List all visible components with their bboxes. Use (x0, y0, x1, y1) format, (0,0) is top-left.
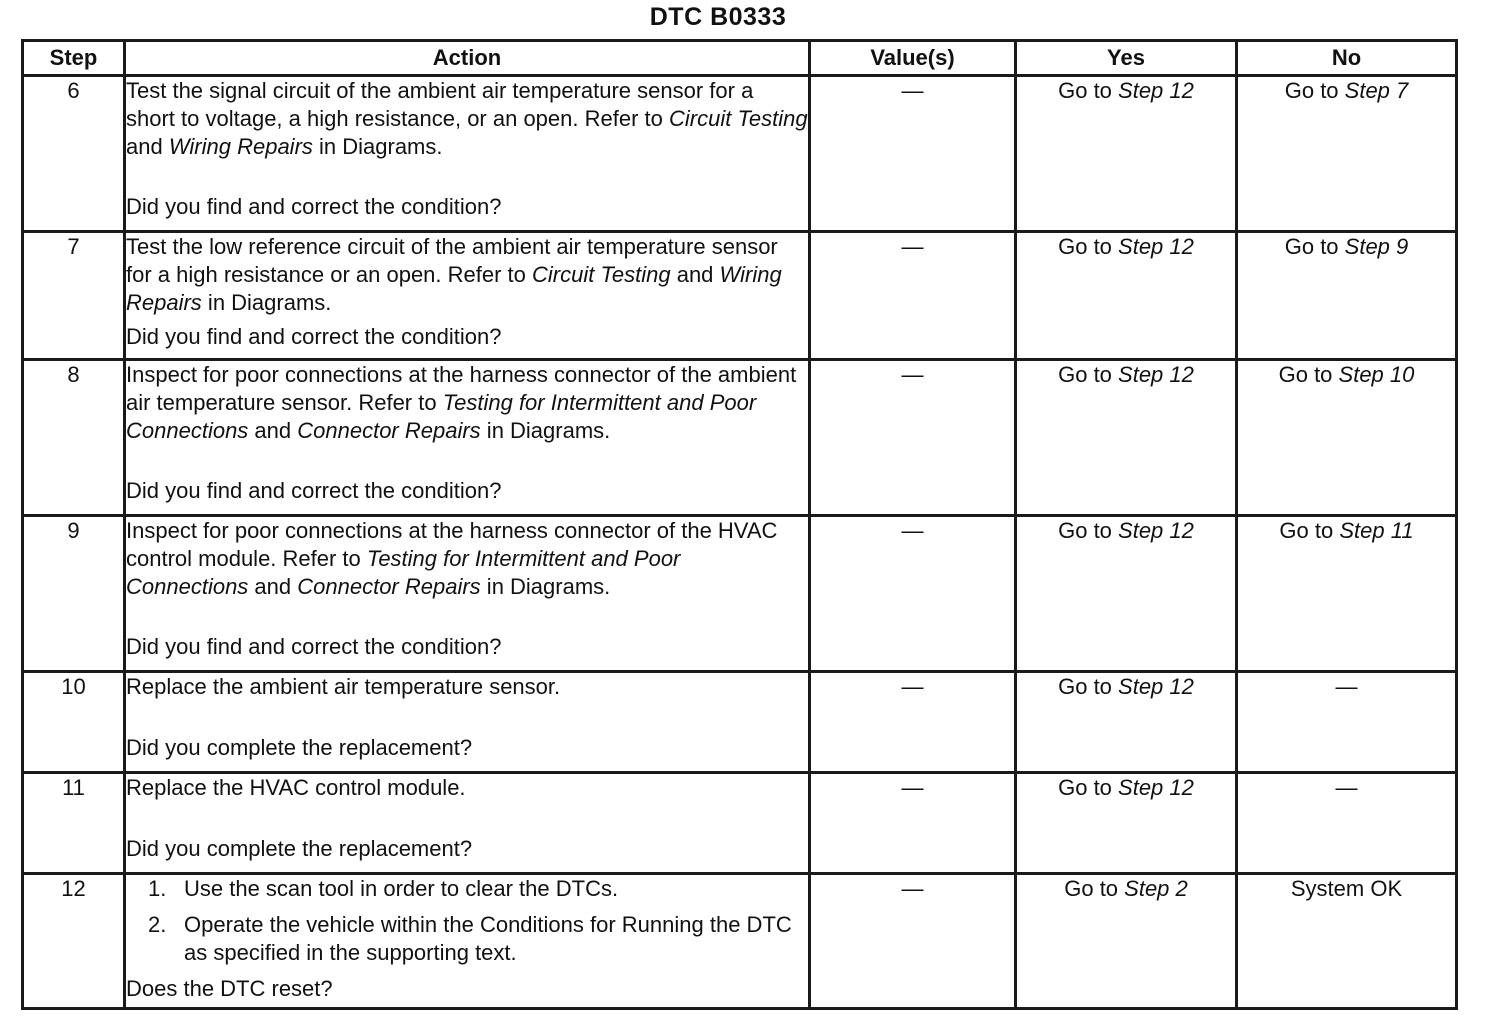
action-reference: Circuit Testing (669, 106, 808, 131)
action-text: and (248, 574, 298, 599)
action-text: Test the signal circuit of the ambient air temperature sensor for a short to voltage, a high resistance, or an open. Refer to (126, 78, 754, 131)
yes-step-ref: Step 12 (1118, 362, 1194, 387)
action-text: Replace the ambient air temperature sensor. (126, 674, 561, 699)
yes-step-ref: Step 2 (1124, 876, 1188, 901)
action-reference: Connector Repairs (297, 418, 481, 443)
list-item (148, 911, 808, 967)
action-text: in Diagrams. (201, 290, 332, 315)
no-step-ref: Step 9 (1344, 234, 1409, 259)
no-prefix: Go to (1278, 362, 1339, 387)
no-step-ref: Step 11 (1339, 518, 1414, 543)
step-number: 11 (23, 773, 125, 874)
action-reference: Testing for Intermittent and Poor Connections (126, 546, 681, 599)
action-cell (125, 360, 810, 516)
action-text: Inspect for poor connections at the harness connector of the HVAC control module. Refer to (126, 518, 778, 571)
no-cell (1237, 232, 1457, 360)
no-prefix: Go to (1284, 234, 1345, 259)
yes-prefix: Go to (1058, 362, 1119, 387)
no-cell (1237, 874, 1457, 1009)
action-text: and (670, 262, 720, 287)
header-row (23, 41, 1457, 76)
yes-cell (1016, 516, 1237, 672)
action-question: Did you complete the replacement? (126, 735, 473, 760)
table-body (23, 76, 1457, 1009)
list-item-text: Use the scan tool in order to clear the DTCs. (184, 876, 619, 901)
yes-prefix: Go to (1064, 876, 1125, 901)
action-text: Replace the HVAC control module. (126, 775, 466, 800)
action-question: Did you find and correct the condition? (126, 194, 502, 219)
diagnostic-table (21, 39, 1458, 1010)
table-row (23, 874, 1457, 1009)
header-action: Action (125, 41, 810, 76)
action-cell (125, 76, 810, 232)
action-description (126, 517, 808, 601)
step-number: 12 (23, 874, 125, 1009)
action-cell (125, 773, 810, 874)
table-row (23, 672, 1457, 773)
no-cell (1237, 76, 1457, 232)
action-question: Does the DTC reset? (126, 976, 333, 1001)
yes-cell (1016, 232, 1237, 360)
list-item-number: 2. (148, 912, 167, 937)
yes-prefix: Go to (1058, 78, 1119, 103)
action-cell (125, 516, 810, 672)
yes-cell (1016, 76, 1237, 232)
header-yes: Yes (1016, 41, 1237, 76)
action-steps-list (126, 875, 808, 967)
action-question: Did you find and correct the condition? (126, 478, 502, 503)
yes-prefix: Go to (1058, 674, 1119, 699)
table-row (23, 516, 1457, 672)
table-row (23, 232, 1457, 360)
no-cell (1237, 516, 1457, 672)
action-text: in Diagrams. (480, 574, 611, 599)
action-reference: Circuit Testing (532, 262, 671, 287)
no-step-ref: Step 7 (1344, 78, 1409, 103)
list-item-number: 1. (148, 876, 167, 901)
action-text: and (126, 134, 169, 159)
header-step: Step (23, 41, 125, 76)
yes-step-ref: Step 12 (1118, 674, 1194, 699)
value-cell: — (810, 672, 1016, 773)
action-reference: Wiring Repairs (168, 134, 313, 159)
action-text: in Diagrams. (480, 418, 611, 443)
action-description (126, 774, 808, 802)
action-text: Inspect for poor connections at the harness connector of the ambient air temperature sensor. Refer to (126, 362, 797, 415)
action-description (126, 361, 808, 445)
no-prefix: Go to (1284, 78, 1345, 103)
action-description (126, 233, 808, 317)
value-cell: — (810, 874, 1016, 1009)
action-question: Did you complete the replacement? (126, 836, 473, 861)
yes-prefix: Go to (1058, 775, 1119, 800)
yes-prefix: Go to (1058, 234, 1119, 259)
no-text: — (1335, 674, 1358, 699)
no-text: — (1335, 775, 1358, 800)
action-reference: Testing for Intermittent and Poor Connections (126, 390, 757, 443)
value-cell: — (810, 360, 1016, 516)
no-cell (1237, 360, 1457, 516)
table-row (23, 773, 1457, 874)
action-cell (125, 672, 810, 773)
action-text: Test the low reference circuit of the ambient air temperature sensor for a high resistance or an open. Refer to (126, 234, 778, 287)
yes-step-ref: Step 12 (1118, 518, 1194, 543)
action-cell (125, 232, 810, 360)
yes-cell (1016, 360, 1237, 516)
yes-prefix: Go to (1058, 518, 1119, 543)
header-values: Value(s) (810, 41, 1016, 76)
no-cell (1237, 773, 1457, 874)
action-text: in Diagrams. (312, 134, 443, 159)
yes-step-ref: Step 12 (1118, 234, 1194, 259)
action-question: Did you find and correct the condition? (126, 324, 502, 349)
header-no: No (1237, 41, 1457, 76)
list-item (148, 875, 808, 903)
value-cell: — (810, 232, 1016, 360)
action-reference: Wiring Repairs (126, 262, 782, 315)
value-cell: — (810, 773, 1016, 874)
action-reference: Connector Repairs (297, 574, 481, 599)
action-cell (125, 874, 810, 1009)
value-cell: — (810, 516, 1016, 672)
yes-cell (1016, 773, 1237, 874)
yes-cell (1016, 874, 1237, 1009)
value-cell: — (810, 76, 1016, 232)
document-title: DTC B0333 (649, 3, 787, 31)
yes-cell (1016, 672, 1237, 773)
table-row (23, 76, 1457, 232)
no-prefix: Go to (1279, 518, 1340, 543)
action-description (126, 673, 808, 701)
action-description (126, 77, 808, 161)
no-text: System OK (1290, 876, 1403, 901)
table-row (23, 360, 1457, 516)
step-number: 10 (23, 672, 125, 773)
no-cell (1237, 672, 1457, 773)
action-text: and (248, 418, 298, 443)
step-number: 7 (23, 232, 125, 360)
list-item-text: Operate the vehicle within the Conditions for Running the DTC as specified in the supporting text. (184, 912, 792, 965)
yes-step-ref: Step 12 (1118, 775, 1194, 800)
step-number: 8 (23, 360, 125, 516)
step-number: 6 (23, 76, 125, 232)
yes-step-ref: Step 12 (1118, 78, 1194, 103)
no-step-ref: Step 10 (1338, 362, 1415, 387)
step-number: 9 (23, 516, 125, 672)
action-question: Did you find and correct the condition? (126, 634, 502, 659)
